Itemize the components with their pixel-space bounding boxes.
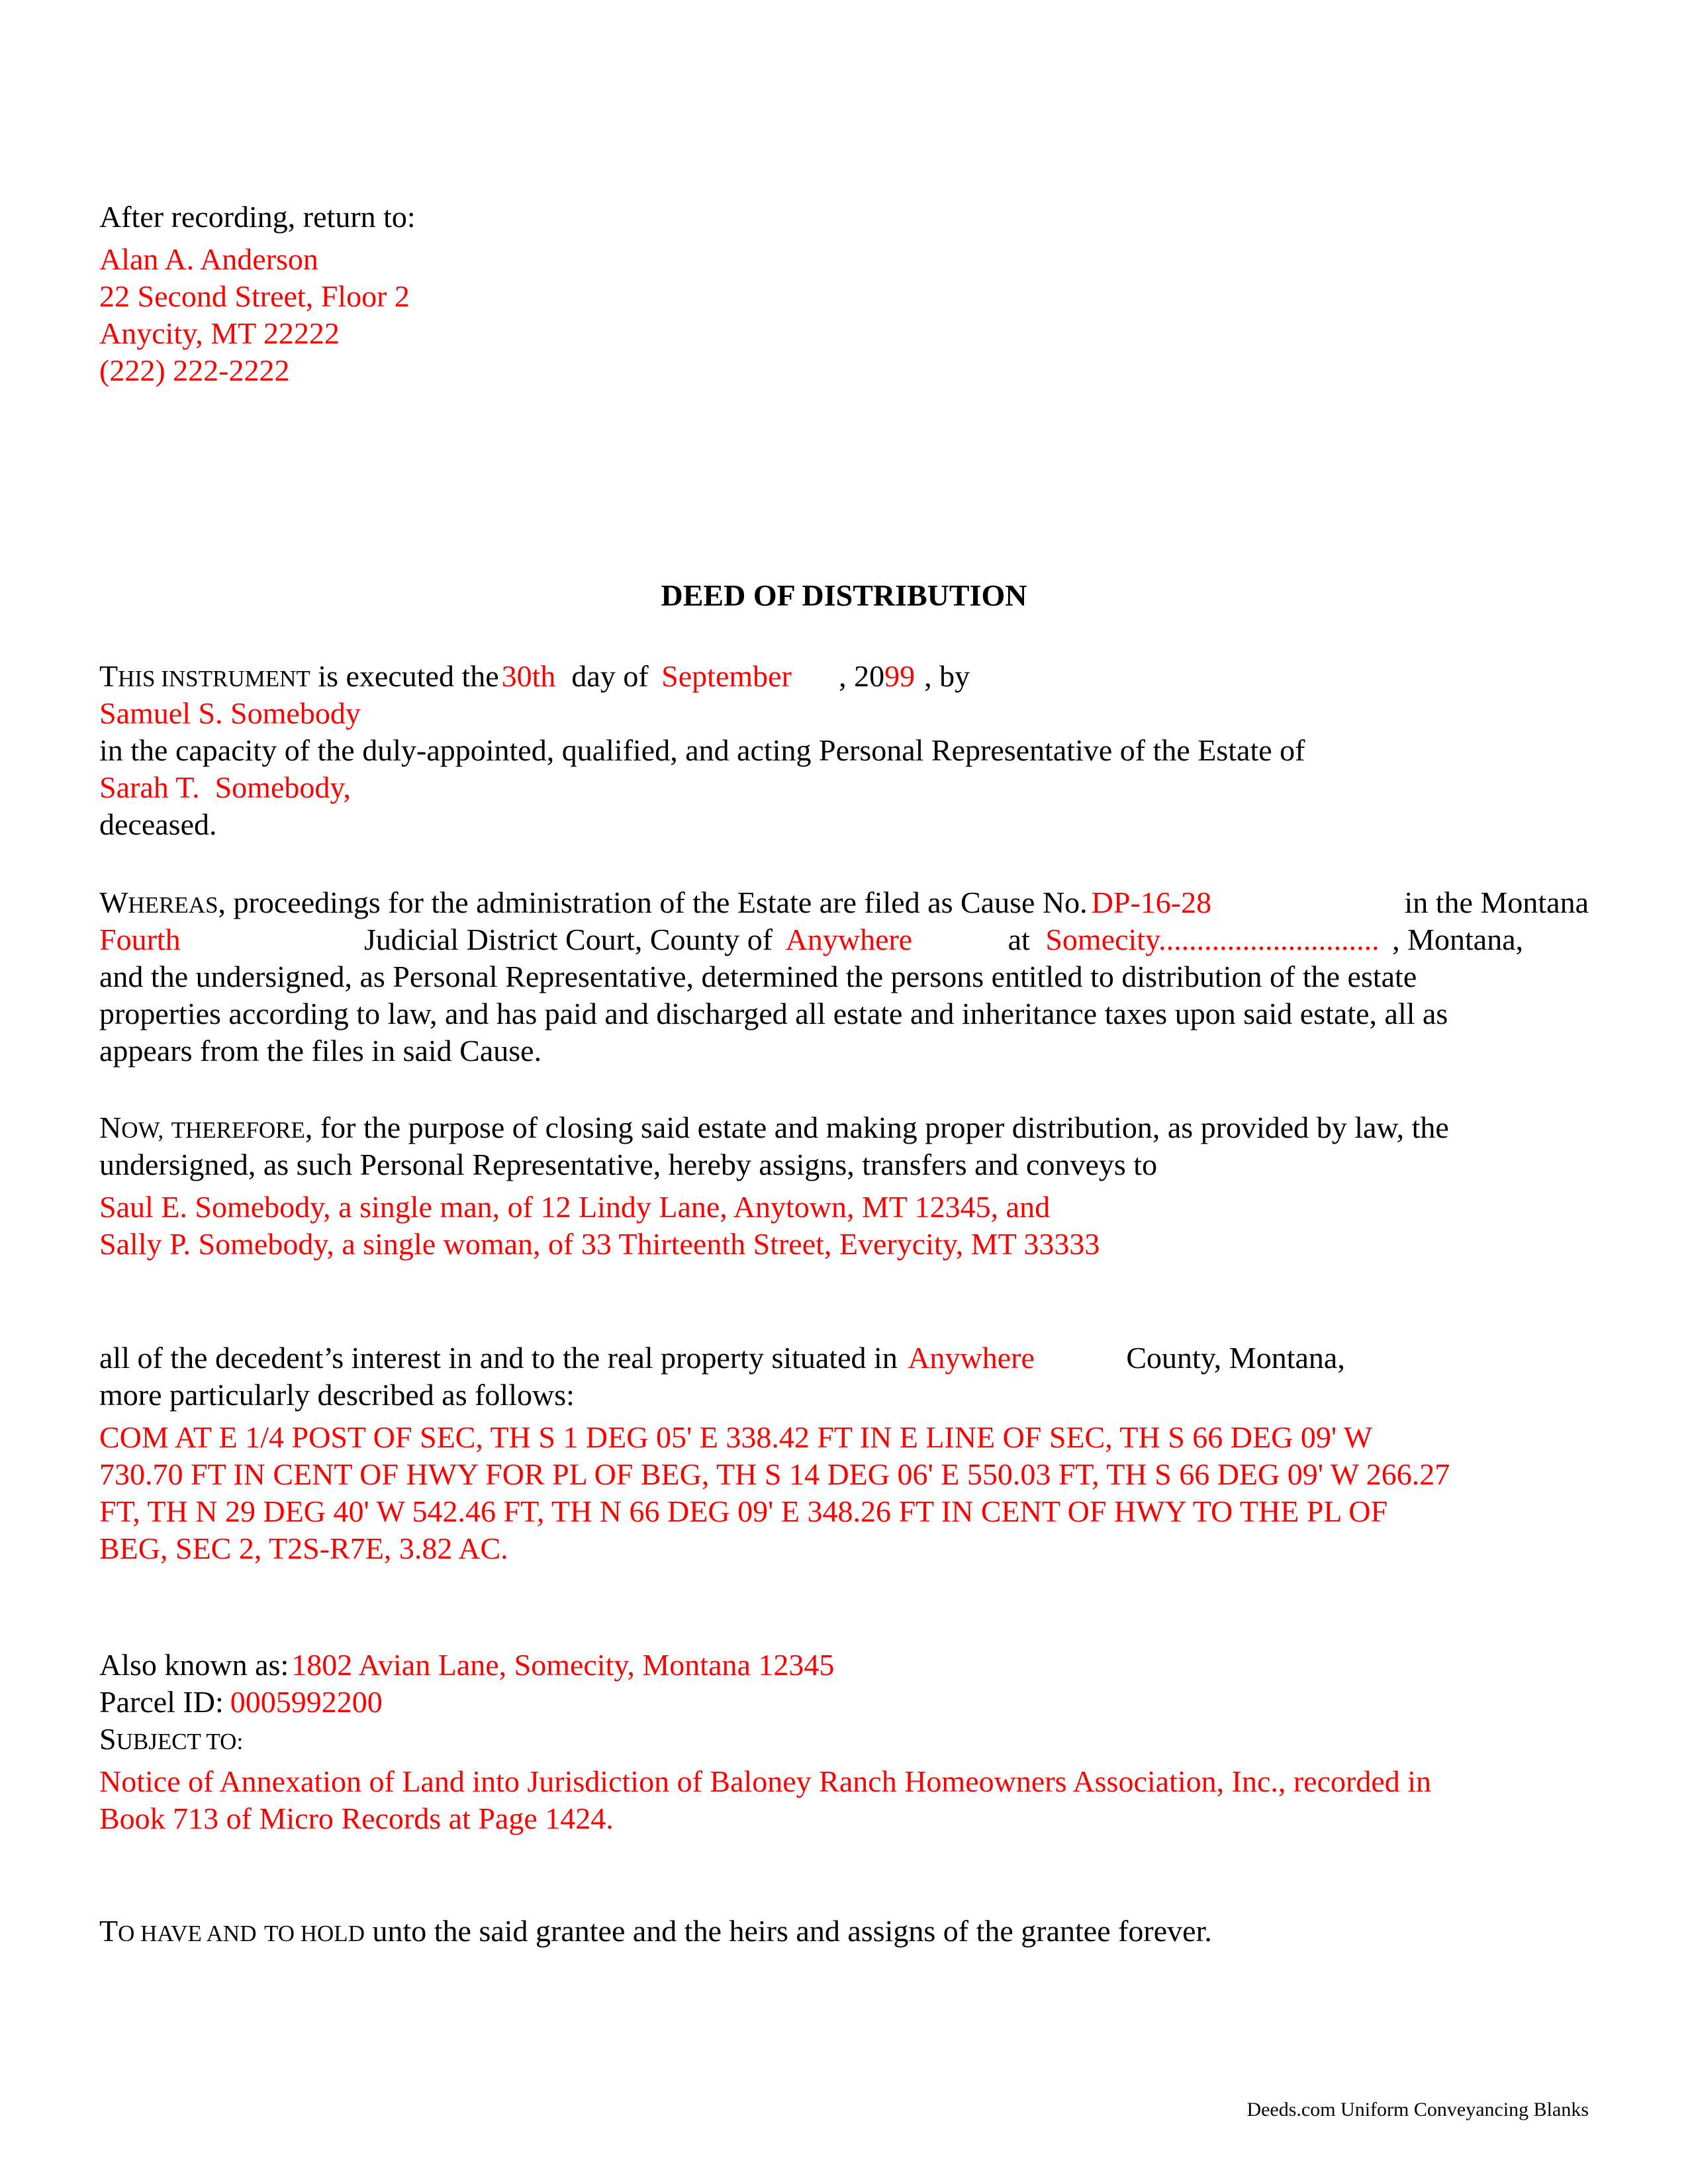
- deceased-text: deceased.: [99, 807, 217, 841]
- subject-to-line: Notice of Annexation of Land into Jurisdiction of Baloney Ranch Homeowners Association, Inc., recorded in: [99, 1764, 1432, 1798]
- legal-description-line: 730.70 FT IN CENT OF HWY FOR PL OF BEG, TH S 14 DEG 06' E 550.03 FT, TH S 66 DEG 09' W 266.27: [99, 1457, 1450, 1491]
- whereas-line3: and the undersigned, as Personal Representative, determined the persons entitled to distribution of the estate: [99, 960, 1417, 993]
- whereas-text: , proceedings for the administration of the Estate are filed as Cause No.: [218, 886, 1088, 919]
- at-text: at: [1008, 923, 1030, 956]
- therefore-lead: THEREFORE: [171, 1117, 305, 1143]
- property-line1: [99, 1340, 1345, 1377]
- cause-number: DP-16-28: [1091, 886, 1212, 919]
- execution-month: September: [661, 659, 792, 693]
- decedent-name: Sarah T. Somebody,: [99, 770, 351, 804]
- property-line2: more particularly described as follows:: [99, 1378, 575, 1412]
- now-therefore-line2: undersigned, as such Personal Representative, hereby assigns, transfers and conveys to: [99, 1148, 1158, 1181]
- return-name: Alan A. Anderson: [99, 242, 318, 276]
- return-address-line1: 22 Second Street, Floor 2: [99, 279, 410, 313]
- legal-description-line: COM AT E 1/4 POST OF SEC, TH S 1 DEG 05' E 338.42 FT IN E LINE OF SEC, TH S 66 DEG 09' W: [99, 1420, 1373, 1454]
- whereas-lead: WHEREAS: [99, 886, 218, 919]
- now-lead: NOW,: [99, 1111, 164, 1144]
- document-title: DEED OF DISTRIBUTION: [661, 578, 1027, 612]
- personal-representative-name: Samuel S. Somebody: [99, 696, 361, 730]
- day-of-text: day of: [571, 659, 649, 693]
- whereas-line1-end: in the Montana: [1404, 886, 1589, 919]
- aka-address: 1802 Avian Lane, Somecity, Montana 12345: [291, 1648, 835, 1682]
- now-therefore-text: , for the purpose of closing said estate and making proper distribution, as provided by law, the: [305, 1111, 1449, 1144]
- habendum-clause: [99, 1913, 1212, 1952]
- habendum-lead: TO HAVE AND TO HOLD: [99, 1914, 365, 1948]
- execution-day: 30th: [501, 659, 556, 693]
- legal-description-line: FT, TH N 29 DEG 40' W 542.46 FT, TH N 66 DEG 09' E 348.26 FT IN CENT OF HWY TO THE PL OF: [99, 1494, 1388, 1528]
- whereas-line1: [99, 884, 1589, 924]
- whereas-city: Somecity.............................: [1045, 923, 1380, 956]
- execution-year: 99: [884, 659, 915, 693]
- judicial-district: Fourth: [99, 923, 181, 956]
- aka-line: [99, 1647, 834, 1684]
- grantee-1: Saul E. Somebody, a single man, of 12 Lindy Lane, Anytown, MT 12345, and: [99, 1190, 1051, 1224]
- subject-to-line: Book 713 of Micro Records at Page 1424.: [99, 1801, 614, 1835]
- capacity-text: in the capacity of the duly-appointed, qualified, and acting Personal Representative of the Estate of: [99, 733, 1305, 767]
- montana-text: , Montana,: [1392, 923, 1524, 956]
- now-therefore-line1: [99, 1109, 1449, 1149]
- whereas-line2: [99, 921, 1523, 958]
- whereas-line5: appears from the files in said Cause.: [99, 1034, 542, 1068]
- by-text: , by: [924, 659, 970, 693]
- county-montana-text: County, Montana,: [1126, 1341, 1345, 1375]
- court-text: Judicial District Court, County of: [364, 923, 773, 956]
- year-prefix: , 20: [839, 659, 885, 693]
- parcel-line: [99, 1684, 383, 1721]
- return-label: After recording, return to:: [99, 200, 416, 234]
- property-county: Anywhere: [908, 1341, 1035, 1375]
- whereas-county: Anywhere: [785, 923, 913, 956]
- return-address-line2: Anycity, MT 22222: [99, 316, 340, 350]
- instrument-line1: [99, 658, 970, 698]
- habendum-text: unto the said grantee and the heirs and assigns of the grantee forever.: [372, 1914, 1212, 1948]
- footer-brand: Deeds.com Uniform Conveyancing Blanks: [1246, 2099, 1589, 2120]
- parcel-label: Parcel ID:: [99, 1685, 224, 1719]
- instrument-executed-text: is executed the: [318, 659, 499, 693]
- instrument-lead: THIS INSTRUMENT: [99, 659, 310, 693]
- whereas-line4: properties according to law, and has paid and discharged all estate and inheritance taxes upon said estate, all as: [99, 997, 1448, 1030]
- return-phone: (222) 222-2222: [99, 353, 290, 387]
- aka-label: Also known as:: [99, 1648, 289, 1682]
- property-text: all of the decedent’s interest in and to the real property situated in: [99, 1341, 898, 1375]
- grantee-2: Sally P. Somebody, a single woman, of 33 Thirteenth Street, Everycity, MT 33333: [99, 1227, 1100, 1261]
- subject-to-heading: SUBJECT TO:: [99, 1722, 244, 1756]
- legal-description-line: BEG, SEC 2, T2S-R7E, 3.82 AC.: [99, 1531, 508, 1565]
- parcel-id: 0005992200: [230, 1685, 383, 1719]
